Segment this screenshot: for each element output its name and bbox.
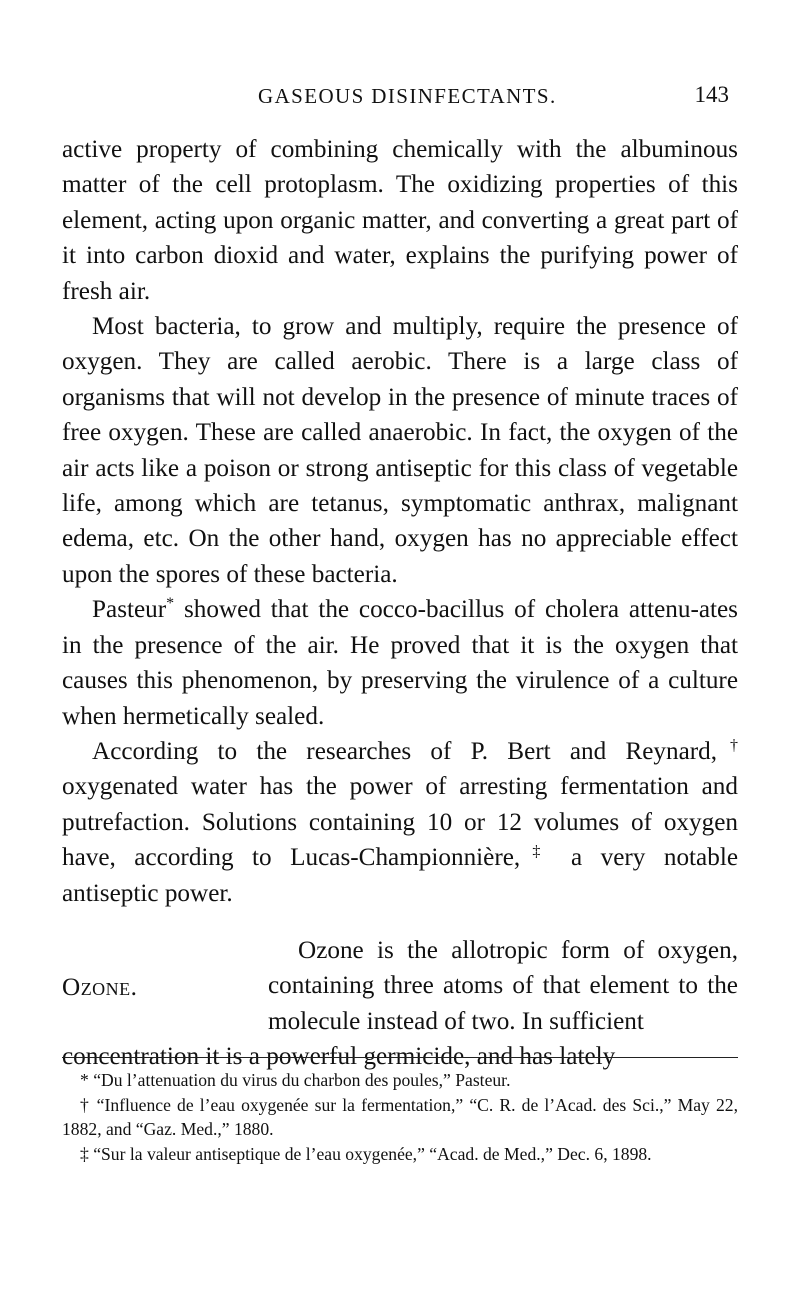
- paragraph-4-middle: oxygenated water has the power of arresting fermentation and putrefaction. Solutions containing 10 or 12 volumes of oxygen have, according to Lucas-Championnière,: [62, 773, 738, 872]
- footnotes: [62, 1068, 738, 1166]
- footnote-1: * “Du l’attenuation du virus du charbon des poules,” Pasteur.: [80, 1070, 511, 1090]
- paragraph-3: [62, 592, 738, 734]
- ozone-paragraph-continuation: concentration it is a powerful germicide, and has lately: [62, 1043, 616, 1071]
- footnote-2: † “Influence de l’eau oxygenée sur la fermentation,” “C. R. de l’Acad. des Sci.,” May 22, 1882, and “Gaz. Med.,” 1880.: [62, 1094, 738, 1139]
- ozone-paragraph-lead: Ozone is the allotropic form of oxygen, containing three atoms of that element to the molecule instead of two. In sufficient: [268, 936, 738, 1035]
- paragraph-4-start: According to the researches of P. Bert and Reynard,: [92, 737, 718, 765]
- running-title: GASEOUS DISINFECTANTS.: [258, 84, 557, 108]
- page-number: 143: [694, 82, 729, 107]
- paragraph-1: active property of combining chemically with the albuminous matter of the cell protoplasm. The oxidizing properties of this element, acting upon organic matter, and converting a great part of it into carbon dioxid and water, explains the purifying power of fresh air.: [62, 136, 738, 305]
- footnote-mark-asterisk: *: [166, 595, 175, 613]
- body-text: [62, 132, 738, 1075]
- paragraph-3-rest: showed that the cocco-bacillus of cholera attenu-ates in the presence of the air. He proved that it is the oxygen that causes this phenomenon, by preserving the virulence of a culture when hermetically sealed.: [62, 596, 738, 730]
- footnote-mark-dagger: †: [717, 736, 738, 754]
- running-header: [0, 80, 801, 112]
- footnote-mark-double-dagger: ‡: [520, 843, 553, 861]
- paragraph-2: Most bacteria, to grow and multiply, require the presence of oxygen. They are called aerobic. There is a large class of organisms that will not develop in the presence of minute traces of free oxygen. These are called anaerobic. In fact, the oxygen of the air acts like a poison or strong antiseptic for this class of vegetable life, among which are tetanus, symptomatic anthrax, malignant edema, etc. On the other hand, oxygen has no appreciable effect upon the spores of these bacteria.: [62, 313, 738, 588]
- footnote-divider: [62, 1057, 738, 1058]
- ozone-section: [62, 933, 738, 1075]
- footnote-3: ‡ “Sur la valeur antiseptique de l’eau oxygenée,” “Acad. de Med.,” Dec. 6, 1898.: [80, 1143, 652, 1164]
- paragraph-4-end: a very notable antiseptic power.: [62, 844, 738, 907]
- paragraph-3-start: Pasteur: [92, 596, 167, 624]
- side-heading-ozone: Ozone.: [62, 973, 138, 1001]
- paragraph-4: [62, 734, 738, 911]
